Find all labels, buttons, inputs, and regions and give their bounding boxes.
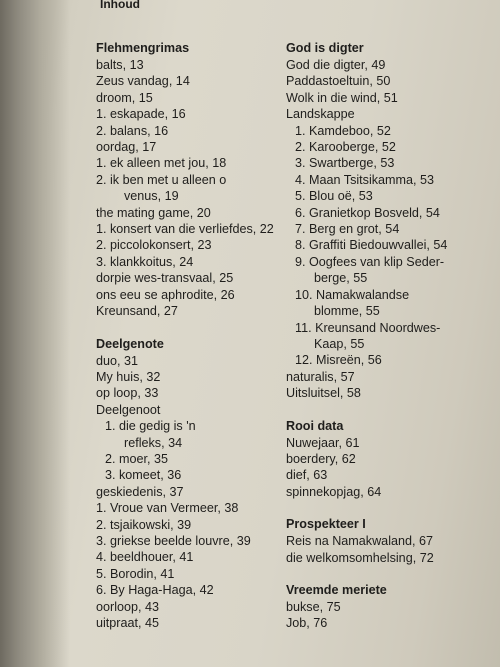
toc-entry: 2. balans, 16 <box>96 123 169 138</box>
toc-entry: droom, 15 <box>96 90 153 105</box>
right-column <box>286 40 496 648</box>
toc-entry: 1. die gedig is 'n <box>105 419 196 434</box>
toc-entry: 2. ik ben met u alleen o <box>96 172 227 187</box>
toc-entry: oorloop, 43 <box>96 599 160 614</box>
toc-entry: 7. Berg en grot, 54 <box>295 222 400 237</box>
toc-entry: blomme, 55 <box>314 304 380 319</box>
toc-entry: duo, 31 <box>96 353 139 368</box>
toc-entry: 3. griekse beelde louvre, 39 <box>96 533 251 548</box>
toc-entry: 1. Vroue van Vermeer, 38 <box>96 501 239 516</box>
toc-entry: 11. Kreunsand Noordwes- <box>295 320 441 335</box>
toc-entry: 3. komeet, 36 <box>105 468 182 483</box>
toc-entry: die welkomsomhelsing, 72 <box>286 550 434 565</box>
toc-entry: 4. Maan Tsitsikamma, 53 <box>295 172 435 187</box>
toc-entry: 12. Misreën, 56 <box>295 353 382 368</box>
toc-entry: 2. moer, 35 <box>105 451 169 466</box>
toc-entry: 5. Blou oë, 53 <box>295 189 373 204</box>
toc-entry: refleks, 34 <box>124 435 183 450</box>
toc-entry: bukse, 75 <box>286 599 341 614</box>
toc-section <box>286 582 496 632</box>
section-title: God is digter <box>286 41 364 55</box>
toc-entry: 6. Granietkop Bosveld, 54 <box>295 205 440 220</box>
toc-entry: 1. ek alleen met jou, 18 <box>96 156 227 171</box>
toc-entry: Deelgenoot <box>96 402 161 417</box>
section-title: Deelgenote <box>96 336 164 351</box>
toc-section <box>96 40 286 320</box>
toc-entry: 3. klankkoitus, 24 <box>96 254 194 269</box>
toc-entry: berge, 55 <box>314 271 368 286</box>
toc-entry: ons eeu se aphrodite, 26 <box>96 287 235 302</box>
toc-entry: 2. tsjaikowski, 39 <box>96 517 192 532</box>
toc-entry: naturalis, 57 <box>286 369 355 384</box>
toc-section <box>286 516 496 566</box>
toc-section <box>286 40 496 402</box>
page-header: Inhoud <box>100 0 140 11</box>
toc-entry: 1. konsert van die verliefdes, 22 <box>96 222 274 237</box>
toc-entry: 9. Oogfees van klip Seder- <box>295 254 445 269</box>
toc-entry: boerdery, 62 <box>286 451 356 466</box>
toc-entry: geskiedenis, 37 <box>96 484 184 499</box>
section-title: Prospekteer I <box>286 517 366 532</box>
toc-entry: 4. beeldhouer, 41 <box>96 550 194 565</box>
toc-entry: 2. piccolokonsert, 23 <box>96 238 212 253</box>
toc-entry: 1. eskapade, 16 <box>96 107 186 122</box>
toc-entry: balts, 13 <box>96 58 144 72</box>
toc-entry: venus, 19 <box>124 189 179 204</box>
toc-entry: 2. Karooberge, 52 <box>295 140 396 155</box>
toc-entry: Reis na Namakwaland, 67 <box>286 534 434 549</box>
toc-entry: 5. Borodin, 41 <box>96 566 175 581</box>
toc-entry: Job, 76 <box>286 616 328 631</box>
toc-entry: My huis, 32 <box>96 369 161 384</box>
section-title: Flehmengrimas <box>96 41 190 55</box>
toc-entry: Kreunsand, 27 <box>96 304 178 319</box>
section-title: Vreemde meriete <box>286 582 387 597</box>
toc-entry: the mating game, 20 <box>96 205 211 220</box>
toc-entry: dief, 63 <box>286 468 328 483</box>
toc-section <box>96 336 286 632</box>
toc-entry: God die digter, 49 <box>286 58 386 72</box>
toc-entry: Uitsluitsel, 58 <box>286 386 361 401</box>
page-gutter-shadow <box>0 0 70 667</box>
toc-entry: Landskappe <box>286 107 355 122</box>
toc-entry: Nuwejaar, 61 <box>286 435 360 450</box>
section-title: Rooi data <box>286 418 344 433</box>
toc-entry: Kaap, 55 <box>314 336 365 351</box>
toc-entry: spinnekopjag, 64 <box>286 484 382 499</box>
toc-entry: uitpraat, 45 <box>96 616 160 630</box>
toc-entry: dorpie wes-transvaal, 25 <box>96 271 234 286</box>
toc-entry: 1. Kamdeboo, 52 <box>295 123 391 138</box>
toc-entry: op loop, 33 <box>96 386 159 401</box>
toc-entry: 8. Graffiti Biedouwvallei, 54 <box>295 238 448 253</box>
toc-entry: oordag, 17 <box>96 140 157 155</box>
toc-entry: Paddastoeltuin, 50 <box>286 74 391 89</box>
toc-section <box>286 418 496 501</box>
toc-entry: 6. By Haga-Haga, 42 <box>96 583 214 598</box>
toc-entry: 3. Swartberge, 53 <box>295 156 395 171</box>
left-column <box>96 40 286 647</box>
toc-entry: Wolk in die wind, 51 <box>286 90 398 105</box>
toc-entry: 10. Namakwalandse <box>295 287 410 302</box>
toc-entry: Zeus vandag, 14 <box>96 74 190 89</box>
